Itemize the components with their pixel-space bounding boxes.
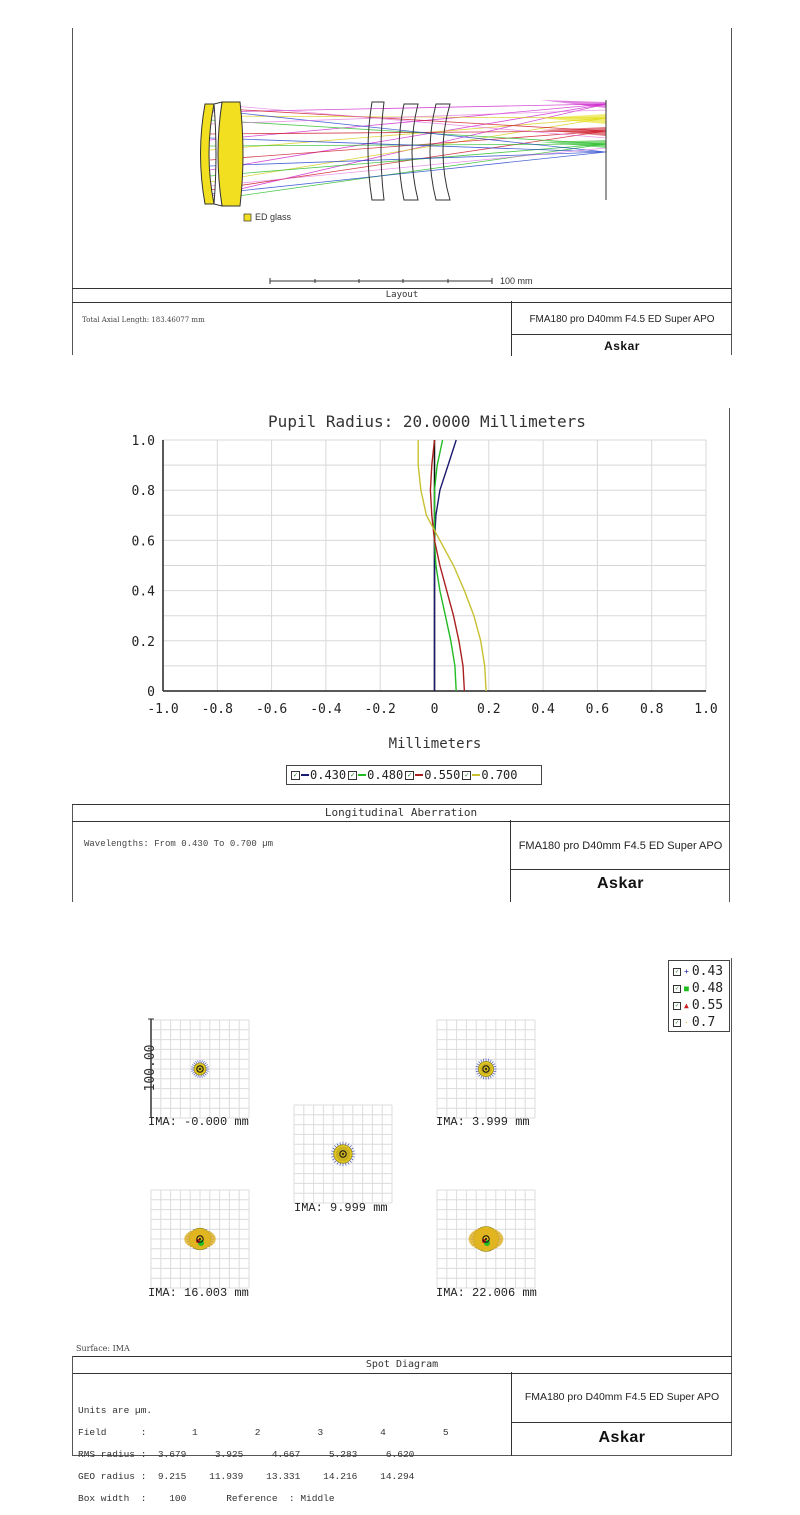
spot-center-dot — [199, 1238, 201, 1240]
legend-checkbox-icon: ✓ — [405, 771, 414, 780]
spot-boxes — [151, 1020, 535, 1288]
ed-glass-legend-label: ED glass — [255, 212, 292, 222]
legend-checkbox-icon: ✓ — [673, 985, 681, 993]
spot-legend-marker-icon: ▲ — [684, 1001, 689, 1010]
spot-footer-hline — [511, 1422, 732, 1423]
scale-bar-label: 100 mm — [500, 276, 533, 286]
x-tick-label: 0.6 — [585, 702, 610, 717]
spot-table-line: Field : 1 2 3 4 5 — [78, 1427, 449, 1438]
layout-brand: Askar — [604, 339, 640, 353]
legend-entry-0550 — [405, 768, 460, 782]
spot-legend-marker-icon: ■ — [684, 984, 689, 993]
field-label-4: IMA: 16.003 mm — [148, 1286, 249, 1300]
aberration-info: Wavelengths: From 0.430 To 0.700 µm — [84, 839, 274, 849]
y-tick-label: 0.4 — [131, 584, 155, 600]
spot-legend-label: 0.48 — [691, 981, 724, 996]
ed-glass-element-2 — [217, 102, 243, 206]
legend-checkbox-icon: ✓ — [462, 771, 471, 780]
surface-label: Surface: IMA — [76, 1344, 130, 1353]
legend-label-0700: 0.700 — [481, 768, 518, 782]
legend-entry-0430 — [291, 768, 346, 782]
x-tick-label: -0.6 — [255, 702, 288, 717]
layout-panel — [0, 0, 800, 360]
lens-layout-drawing — [0, 0, 800, 300]
legend-entry-0480 — [348, 768, 403, 782]
y-tick-label: 0 — [147, 685, 155, 700]
x-tick-label: 0.2 — [477, 702, 501, 717]
field-label-3: IMA: 9.999 mm — [294, 1201, 388, 1215]
spot-title: Spot Diagram — [72, 1356, 732, 1374]
spot-box — [151, 1190, 249, 1288]
x-tick-label: -0.8 — [201, 702, 233, 717]
legend-checkbox-icon: ✓ — [673, 968, 681, 976]
aberration-footer-hline — [510, 869, 730, 870]
legend-label-0430: 0.430 — [310, 768, 347, 782]
spot-center-dot — [342, 1153, 344, 1155]
spot-center-dot — [485, 1068, 487, 1070]
spot-project-name: FMA180 pro D40mm F4.5 ED Super APO — [524, 1391, 720, 1403]
aberration-legend — [286, 765, 542, 785]
aberration-brand: Askar — [597, 875, 644, 892]
x-axis-label: Millimeters — [388, 736, 482, 752]
spot-table-line: Box width : 100 Reference : Middle — [78, 1493, 335, 1504]
spot-table-line: GEO radius : 9.215 11.939 13.331 14.216 14.294 — [78, 1471, 415, 1482]
legend-checkbox-icon: ✓ — [291, 771, 300, 780]
x-tick-label: -0.2 — [364, 702, 396, 717]
spot-legend-label: 0.7 — [691, 1015, 716, 1030]
spot-border-left — [72, 1356, 73, 1456]
x-tick-label: 1.0 — [694, 702, 718, 717]
y-tick-label: 0.2 — [131, 634, 155, 650]
legend-label-0550: 0.550 — [424, 768, 461, 782]
field-label-2: IMA: 3.999 mm — [436, 1115, 530, 1129]
x-tick-label: -0.4 — [310, 702, 342, 717]
aberration-title: Longitudinal Aberration — [72, 804, 730, 822]
legend-checkbox-icon: ✓ — [348, 771, 357, 780]
spot-table-line: Units are µm. — [78, 1405, 153, 1416]
layout-title: Layout — [72, 288, 732, 303]
spot-box — [437, 1020, 535, 1118]
field-label-5: IMA: 22.006 mm — [436, 1286, 537, 1300]
field-label-1: IMA: -0.000 mm — [148, 1115, 249, 1129]
spot-box — [294, 1105, 392, 1203]
legend-checkbox-icon: ✓ — [673, 1019, 681, 1027]
ed-glass-legend-swatch — [244, 214, 251, 221]
rear-element-2 — [399, 104, 418, 200]
spot-legend-item — [673, 980, 725, 997]
y-tick-labels — [132, 434, 156, 700]
legend-line-0480 — [358, 774, 366, 776]
spot-results-table — [78, 1394, 449, 1515]
legend-line-0430 — [301, 774, 309, 776]
spot-legend-marker-icon: + — [684, 967, 689, 976]
x-tick-labels — [147, 702, 717, 717]
spot-brand: Askar — [598, 1429, 646, 1446]
legend-label-0480: 0.480 — [367, 768, 404, 782]
spot-legend-item — [673, 963, 725, 980]
spot-legend-label: 0.43 — [691, 964, 724, 979]
y-tick-label: 1.0 — [131, 434, 155, 449]
legend-entry-0700 — [462, 768, 517, 782]
x-tick-label: -1.0 — [147, 702, 179, 717]
spot-center-dot — [485, 1238, 487, 1240]
spot-table-line: RMS radius : 3.679 3.925 4.667 5.283 6.620 — [78, 1449, 415, 1460]
layout-footer-hline — [511, 334, 732, 335]
y-tick-label: 0.6 — [131, 534, 155, 550]
scale-bar — [270, 278, 492, 284]
legend-checkbox-icon: ✓ — [673, 1002, 681, 1010]
spot-diagram — [0, 1000, 800, 1320]
spot-center-dot — [199, 1068, 201, 1070]
spot-legend-marker-icon: · — [684, 1018, 689, 1027]
x-tick-label: 0 — [430, 702, 439, 717]
box-scale-label: 100.00 — [143, 1044, 158, 1092]
spot-box — [437, 1190, 535, 1288]
legend-line-0700 — [472, 774, 480, 776]
aberration-project-name: FMA180 pro D40mm F4.5 ED Super APO — [518, 840, 723, 852]
x-tick-label: 0.8 — [639, 702, 664, 717]
y-tick-label: 0.8 — [131, 484, 155, 500]
legend-line-0550 — [415, 774, 423, 776]
x-tick-label: 0.4 — [531, 702, 555, 717]
layout-info: Total Axial Length: 183.46077 mm — [82, 316, 205, 324]
spot-box — [151, 1020, 249, 1118]
aberration-chart — [0, 400, 800, 800]
spot-legend-label: 0.55 — [691, 998, 724, 1013]
layout-project-name: FMA180 pro D40mm F4.5 ED Super APO — [529, 314, 715, 325]
chart-title: Pupil Radius: 20.0000 Millimeters — [268, 412, 586, 431]
ed-glass-element-1 — [201, 104, 215, 204]
